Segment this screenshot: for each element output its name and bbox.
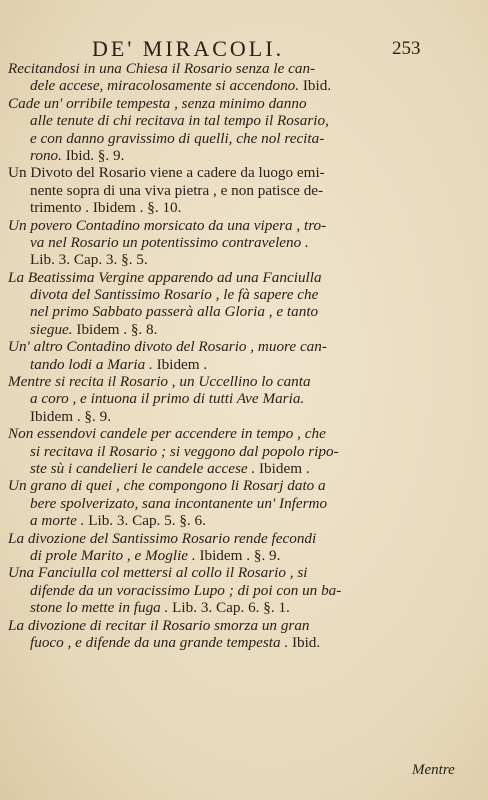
miracle-entry <box>8 530 476 565</box>
miracle-entry <box>8 617 476 652</box>
entry-line <box>8 547 476 564</box>
entry-line <box>8 217 476 234</box>
entry-text: nel primo Sabbato passerà alla Gloria , e tanto <box>30 303 319 321</box>
entry-line <box>8 269 476 286</box>
entry-line <box>8 303 476 320</box>
entry-line <box>8 251 476 268</box>
entry-text: difende da un voracissimo Lupo ; di poi con un ba- <box>30 581 342 599</box>
entry-line <box>8 408 476 425</box>
entry-line <box>8 60 476 77</box>
entry-reference: Ibidem . §. 9. <box>30 407 111 425</box>
entry-line <box>8 286 476 303</box>
entry-line <box>8 477 476 494</box>
entry-text: a coro , e intuona il primo di tutti Ave Maria. <box>30 390 305 408</box>
entry-line <box>8 634 476 651</box>
miracle-entry <box>8 564 476 616</box>
page-number: 253 <box>392 38 421 59</box>
miracle-entry <box>8 373 476 425</box>
entry-line <box>8 512 476 529</box>
entry-line <box>8 460 476 477</box>
entry-text: dele accese, miracolosamente si accendono. <box>30 77 303 95</box>
entry-reference: Ibid. §. 9. <box>65 146 125 164</box>
entry-line <box>8 199 476 216</box>
entry-text: a morte . <box>30 512 89 530</box>
running-head: DE' MIRACOLI. <box>92 36 285 61</box>
entry-line <box>8 338 476 355</box>
entry-line <box>8 373 476 390</box>
miracle-entry <box>8 60 476 95</box>
entry-reference: Lib. 3. Cap. 3. §. 5. <box>30 251 148 269</box>
entry-text: tando lodi a Maria . <box>30 355 157 373</box>
entry-text: stone lo mette in fuga . <box>30 599 173 617</box>
miracle-entry <box>8 477 476 529</box>
entry-line <box>8 599 476 616</box>
entry-text: Un povero Contadino morsicato da una vipera , tro- <box>8 216 327 234</box>
miracle-entry <box>8 338 476 373</box>
entry-line <box>8 182 476 199</box>
entry-reference: Lib. 3. Cap. 5. §. 6. <box>88 512 206 530</box>
miracle-entry <box>8 425 476 477</box>
entry-line <box>8 617 476 634</box>
entry-text: rono. <box>30 146 66 164</box>
entry-reference: Ibid. <box>302 77 332 95</box>
entry-text: fuoco , e difende da una grande tempesta . <box>30 633 292 651</box>
entry-text: La divozione del Santissimo Rosario rende fecondi <box>8 529 317 547</box>
entry-text: va nel Rosario un potentissimo contraveleno . <box>30 233 309 251</box>
entry-line <box>8 582 476 599</box>
entry-reference: Ibidem . §. 9. <box>199 546 281 564</box>
entry-text: Recitandosi in una Chiesa il Rosario senza le can- <box>8 60 316 77</box>
entry-line <box>8 112 476 129</box>
entry-reference: Ibidem . <box>259 459 310 477</box>
entry-text: Non essendovi candele per accendere in tempo , che <box>8 425 326 443</box>
entry-text: Una Fanciulla col mettersi al collo il Rosario , si <box>8 564 308 582</box>
entry-text: divota del Santissimo Rosario , le fà sapere che <box>30 286 319 304</box>
entry-text: si recitava il Rosario ; si veggono dal popolo ripo- <box>30 442 339 460</box>
entry-text: Un' altro Contadino divoto del Rosario , muore can- <box>8 338 327 356</box>
entry-line <box>8 390 476 407</box>
entry-line <box>8 164 476 181</box>
entry-text: La divozione di recitar il Rosario smorza un gran <box>8 616 310 634</box>
entry-line <box>8 147 476 164</box>
miracle-entry <box>8 95 476 165</box>
entry-text: siegue. <box>30 320 77 338</box>
entry-line <box>8 425 476 442</box>
entry-reference: trimento . Ibidem . §. 10. <box>30 199 182 217</box>
entry-reference: Ibidem . §. 8. <box>76 320 158 338</box>
catchword: Mentre <box>412 762 455 778</box>
miracle-entry <box>8 164 476 216</box>
entry-line <box>8 95 476 112</box>
miracle-entry <box>8 269 476 339</box>
entry-text: ste sù i candelieri le candele accese . <box>30 459 259 477</box>
miracle-entry-list <box>8 60 476 651</box>
entry-text: bere spolverizato, sana incontanente un' Infermo <box>30 494 328 512</box>
entry-reference: Ibid. <box>291 633 321 651</box>
entry-reference: Un Divoto del Rosario viene a cadere da luogo emi- <box>8 164 325 182</box>
entry-text: La Beatissima Vergine apparendo ad una Fanciulla <box>8 268 322 286</box>
entry-text: Cade un' orribile tempesta , senza minimo danno <box>8 94 307 112</box>
entry-reference: nente sopra di una viva pietra , e non patisce de- <box>30 181 324 199</box>
entry-text: alle tenute di chi recitava in tal tempo il Rosario, <box>30 112 329 130</box>
entry-line <box>8 77 476 94</box>
entry-text: e con danno gravissimo di quelli, che nol recita- <box>30 129 325 147</box>
entry-line <box>8 130 476 147</box>
entry-line <box>8 495 476 512</box>
entry-reference: Ibidem . <box>156 355 208 373</box>
entry-text: Mentre si recita il Rosario , un Uccellino lo canta <box>8 373 311 391</box>
entry-line <box>8 530 476 547</box>
entry-line <box>8 234 476 251</box>
entry-line <box>8 321 476 338</box>
entry-text: Un grano di quei , che compongono li Rosarj dato a <box>8 477 326 495</box>
entry-text: di prole Marito , e Moglie . <box>30 546 200 564</box>
miracle-entry <box>8 217 476 269</box>
entry-line <box>8 356 476 373</box>
entry-reference: Lib. 3. Cap. 6. §. 1. <box>172 599 290 617</box>
entry-line <box>8 564 476 581</box>
entry-line <box>8 443 476 460</box>
